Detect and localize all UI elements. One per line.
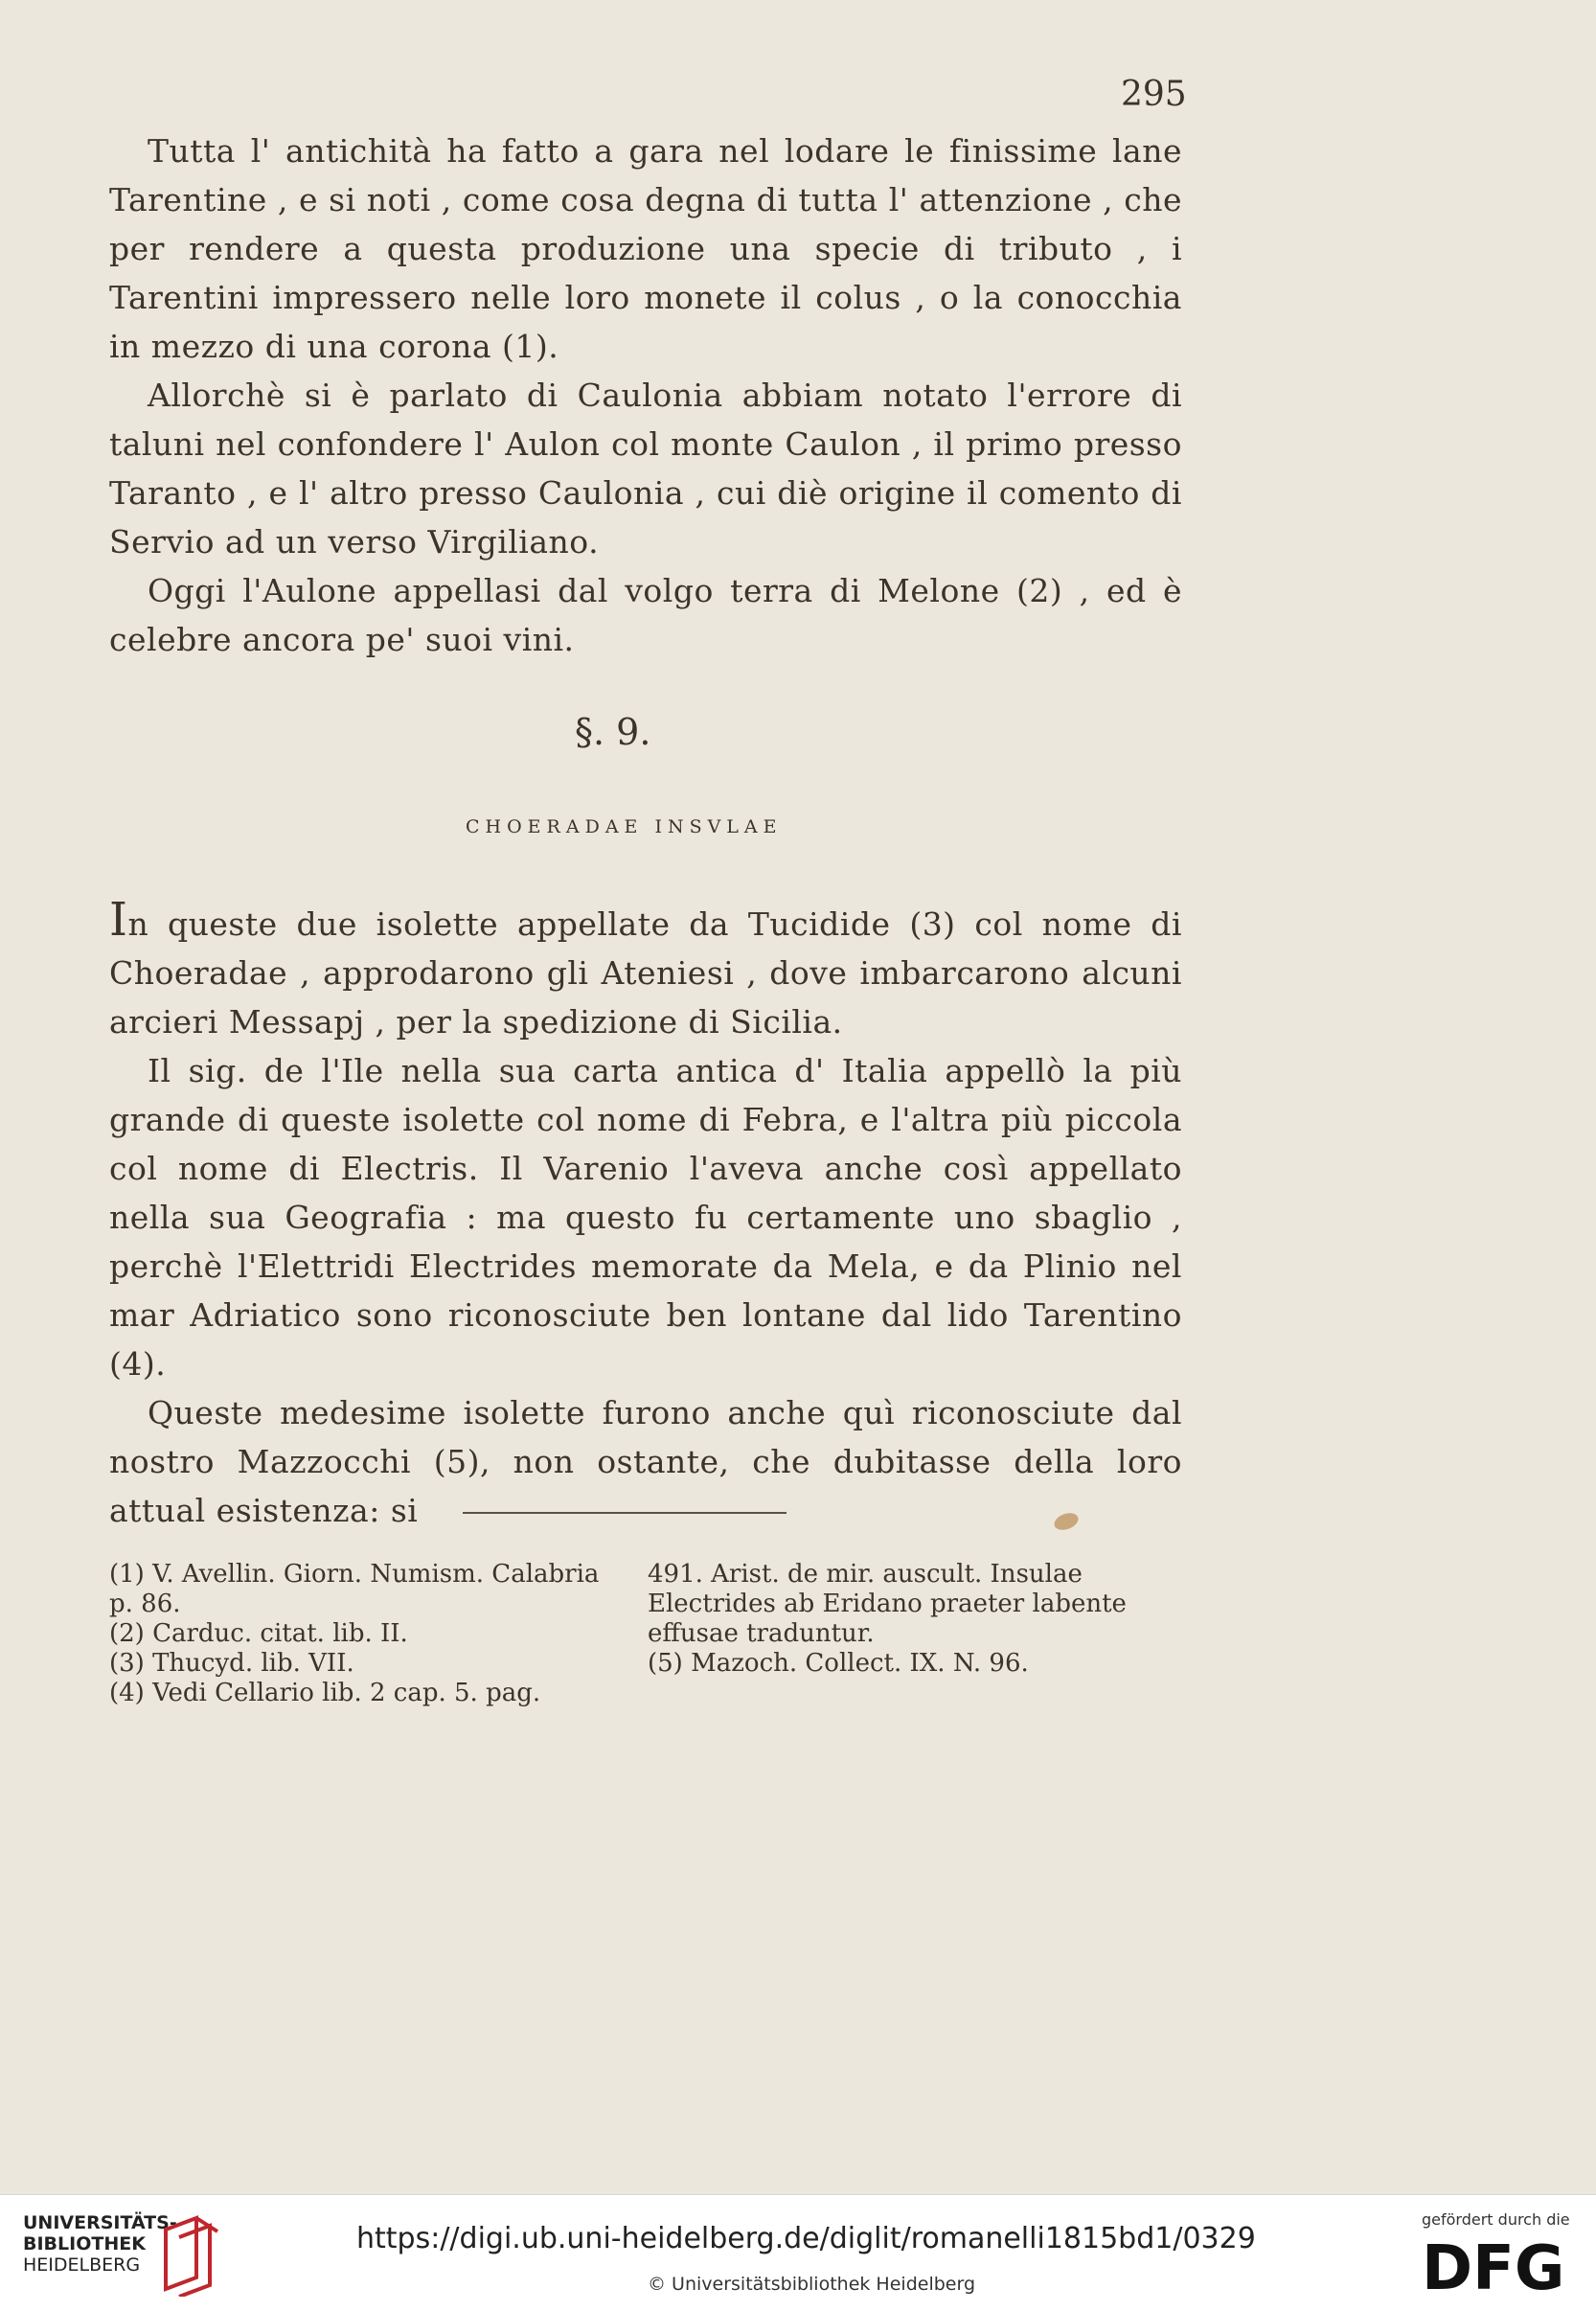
copyright-notice: © Universitätsbibliothek Heidelberg	[648, 2274, 976, 2295]
footnote: (3) Thucyd. lib. VII.	[109, 1649, 354, 1678]
viewer-footer	[0, 2194, 1596, 2311]
page-number: 295	[1121, 75, 1187, 114]
paragraph: Queste medesime isolette furono anche quì riconosciute dal nostro Mazzocchi (5), non ostante, che dubitasse della loro attual esistenza: si	[109, 1394, 1182, 1529]
paragraph: Il sig. de l'Ile nella sua carta antica d' Italia appellò la più grande di queste isolette col nome di Febra, e l'altra più piccola col nome di Electris. Il Varenio l'aveva anche così appellato nella sua Geografia : ma questo fu certamente uno sbaglio , perchè l'Elettridi Electrides memorate da Mela, e da Plinio nel mar Adriatico sono riconosciute ben lontane dal lido Tarentino (4).	[109, 1052, 1182, 1383]
footnotes-left-column	[109, 1560, 627, 1708]
logo-line: BIBLIOTHEK	[23, 2233, 146, 2254]
paragraph: In queste due isolette appellate da Tucidide (3) col nome di Choeradae , approdarono gli Ateniesi , dove imbarcarono alcuni arcieri Messapj , per la spedizione di Sicilia.	[109, 893, 1182, 1041]
paragraph: Oggi l'Aulone appellasi dal volgo terra di Melone (2) , ed è celebre ancora pe' suoi vini.	[109, 572, 1182, 658]
dfg-logo[interactable]	[1422, 2233, 1575, 2300]
footnote: (2) Carduc. citat. lib. II.	[109, 1619, 408, 1648]
footnote: (1) V. Avellin. Giorn. Numism. Calabria p. 86.	[109, 1560, 600, 1618]
footnote: 491. Arist. de mir. auscult. Insulae Electrides ab Eridano praeter labente effusae traduntur.	[648, 1560, 1127, 1648]
section-number: §. 9.	[575, 711, 651, 753]
footnotes-right-column	[648, 1560, 1184, 1679]
logo-line: HEIDELBERG	[23, 2254, 141, 2276]
funding-label: gefördert durch die	[1422, 2210, 1570, 2229]
body-text-top	[109, 126, 1182, 664]
section-title: CHOERADAE INSVLAE	[466, 816, 783, 837]
paragraph: Allorchè si è parlato di Caulonia abbiam notato l'errore di taluni nel confondere l' Aulon col monte Caulon , il primo presso Taranto , e l' altro presso Caulonia , cui diè origine il comento di Servio ad un verso Virgiliano.	[109, 377, 1182, 561]
library-logo-icon[interactable]	[158, 2210, 225, 2297]
footnote: (4) Vedi Cellario lib. 2 cap. 5. pag.	[109, 1679, 541, 1707]
body-text-bottom	[109, 893, 1182, 1535]
library-logo-text[interactable]	[23, 2212, 177, 2276]
permalink-url[interactable]: https://digi.ub.uni-heidelberg.de/diglit/romanelli1815bd1/0329	[356, 2222, 1256, 2255]
dfg-logo-text: DFG	[1422, 2233, 1565, 2300]
logo-line: UNIVERSITÄTS-	[23, 2212, 177, 2233]
footnote: (5) Mazoch. Collect. IX. N. 96.	[648, 1649, 1029, 1678]
footnote-divider	[463, 1512, 787, 1514]
paragraph: Tutta l' antichità ha fatto a gara nel lodare le finissime lane Tarentine , e si noti , come cosa degna di tutta l' attenzione , che per rendere a questa produzione una specie di tributo , i Tarentini impressero nelle loro monete il colus , o la conocchia in mezzo di una corona (1).	[109, 132, 1182, 365]
